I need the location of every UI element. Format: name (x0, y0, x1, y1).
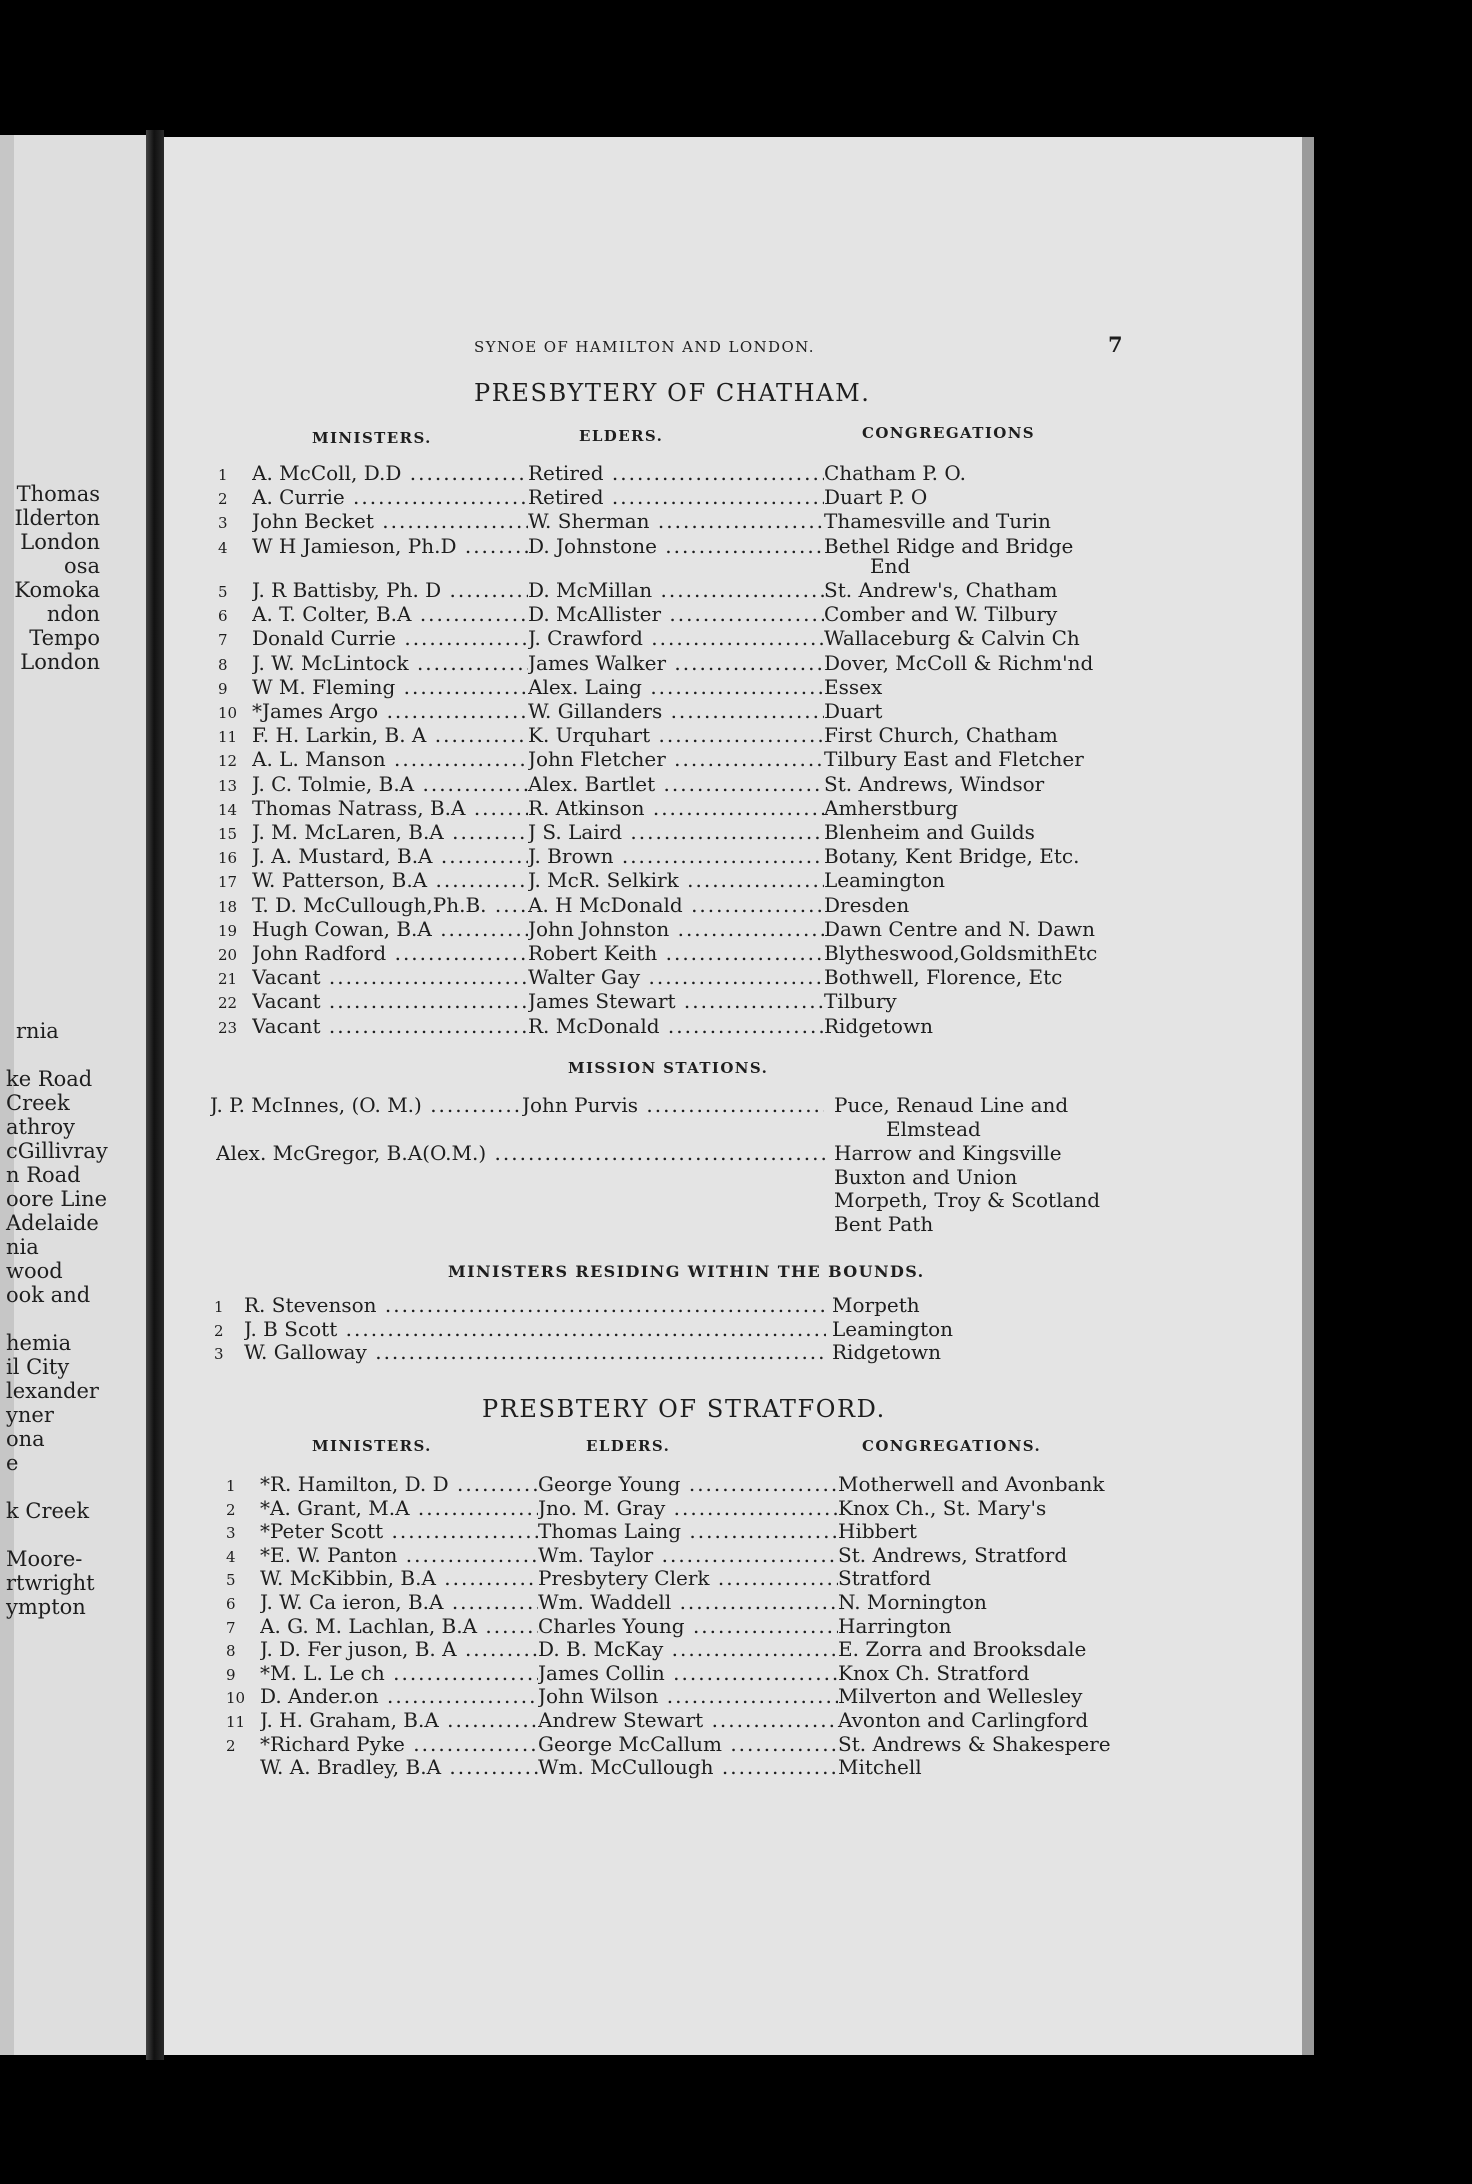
congregation-line: Elmstead (886, 1116, 981, 1141)
elder-name: James Stewart ..... (528, 989, 824, 1013)
running-header-title: SYNOE OF HAMILTON AND LONDON. (474, 338, 815, 356)
table-row (164, 941, 1302, 965)
left-fragment-line: hemia (6, 1331, 72, 1355)
minister-name: *Richard Pyke ..... (260, 1732, 538, 1756)
congregation-line: Puce, Renaud Line and (834, 1093, 1069, 1117)
minister-name: *E. W. Panton ..... (260, 1543, 538, 1567)
congregation-name: St. Andrews, Stratford (838, 1542, 1068, 1567)
elder-name: Jno. M. Gray ..... (538, 1496, 838, 1520)
table-row (164, 1472, 1302, 1496)
elder-name: James Walker ..... (528, 651, 824, 675)
mission-row (164, 1141, 1302, 1165)
minister-name: A. G. M. Lachlan, B.A ..... (260, 1614, 538, 1638)
minister-name: J. H. Graham, B.A ..... (260, 1708, 538, 1732)
left-fragment-line: n Road (6, 1163, 81, 1187)
page-number: 7 (1108, 332, 1123, 357)
elder-name: K. Urquhart ..... (528, 723, 824, 747)
elder-name: D. B. McKay ..... (538, 1637, 838, 1661)
congregation-line: Buxton and Union (834, 1164, 1018, 1189)
left-fragment-line: osa (64, 554, 100, 578)
congregation-line: Bent Path (834, 1211, 934, 1236)
elder-name: Retired ..... (528, 485, 824, 509)
minister-name: J. D. Fer juson, B. A ..... (260, 1637, 538, 1661)
left-fragment-middle (16, 1019, 152, 1043)
table-row (164, 1496, 1302, 1520)
chatham-congregations-header: CONGREGATIONS (862, 424, 1036, 442)
row-number: 21 (218, 970, 238, 989)
minister-name: Vacant ..... (252, 989, 528, 1013)
left-page-fragment (0, 135, 152, 2055)
congregation-name: Mitchell (838, 1755, 922, 1780)
elder-name: J S. Laird ..... (528, 820, 824, 844)
left-fragment-line: Tempo (29, 626, 100, 650)
elder-name: John Fletcher ..... (528, 747, 824, 771)
stratford-elders-header: ELDERS. (586, 1437, 671, 1455)
congregation-name: Botany, Kent Bridge, Etc. (824, 844, 1080, 869)
residence: Leamington (832, 1316, 954, 1341)
left-fragment-line: wood (6, 1259, 63, 1283)
page-edge-shadow (1302, 137, 1314, 2055)
elder-name: James Collin ..... (538, 1661, 838, 1685)
table-row (164, 989, 1302, 1013)
row-number: 2 (218, 490, 228, 509)
congregation-name: Tilbury East and Fletcher (824, 747, 1084, 772)
row-number: 3 (218, 514, 228, 533)
elder-name: J. Brown ..... (528, 844, 824, 868)
minister-name: J. A. Mustard, B.A ..... (252, 844, 528, 868)
table-row (164, 965, 1302, 989)
elder-name: D. McAllister ..... (528, 602, 824, 626)
minister-name: T. D. McCullough,Ph.B. ..... (252, 893, 528, 917)
elder-name: Thomas Laing ..... (538, 1519, 838, 1543)
congregation-name: St. Andrew's, Chatham (824, 578, 1058, 602)
row-number: 10 (218, 704, 238, 722)
row-number: 20 (218, 946, 238, 964)
elder-name: John Wilson ..... (538, 1684, 838, 1708)
minister-name: J. W. McLintock ..... (252, 651, 528, 675)
left-fragment-line: ook and (6, 1283, 91, 1307)
main-page (164, 137, 1302, 2055)
chatham-elders-header: ELDERS. (579, 427, 664, 445)
residence: Ridgetown (832, 1340, 941, 1364)
left-fragment-line: Creek (6, 1091, 70, 1115)
minister-name: Alex. McGregor, B.A(O.M.) ..... (216, 1141, 828, 1165)
minister-name: *Peter Scott ..... (260, 1519, 538, 1543)
minister-name: *M. L. Le ch ..... (260, 1661, 538, 1685)
minister-name: D. Ander.on ..... (260, 1684, 538, 1708)
minister-name: W H Jamieson, Ph.D ..... (252, 534, 528, 558)
minister-name: W. McKibbin, B.A ..... (260, 1566, 538, 1590)
left-fragment-line: rtwright (6, 1571, 95, 1595)
elder-name: Wm. Waddell ..... (538, 1590, 838, 1614)
residing-row (164, 1293, 1302, 1317)
left-fragment-lower (6, 1067, 152, 1619)
elder-name: Presbytery Clerk ..... (538, 1566, 838, 1590)
congregation-name: Dawn Centre and N. Dawn (824, 916, 1095, 941)
elder-name: W. Gillanders ..... (528, 699, 824, 723)
row-number: 11 (218, 728, 238, 747)
congregation-name: E. Zorra and Brooksdale (838, 1637, 1087, 1662)
left-fragment-line: cGillivray (6, 1139, 108, 1163)
elder-name: W. Sherman ..... (528, 509, 824, 533)
left-fragment-line: rnia (16, 1019, 59, 1043)
minister-name: A. McColl, D.D ..... (252, 461, 528, 485)
row-number: 14 (218, 800, 238, 819)
left-fragment-line: Adelaide (6, 1211, 99, 1235)
minister-name: J. W. Ca ieron, B.A ..... (260, 1590, 538, 1614)
left-fragment-top (0, 482, 100, 674)
elder-name: A. H McDonald ..... (528, 893, 824, 917)
table-row (164, 747, 1302, 771)
row-number: 8 (226, 1642, 236, 1661)
mission-stations-title: MISSION STATIONS. (568, 1059, 769, 1077)
minister-name: W. Galloway ..... (244, 1340, 826, 1364)
table-row (164, 534, 1302, 558)
left-fragment-line: lexander (6, 1379, 99, 1403)
congregation-name: Leamington (824, 868, 946, 893)
row-number: 9 (226, 1665, 236, 1684)
chatham-title: PRESBYTERY OF CHATHAM. (474, 379, 871, 407)
minister-name: A. L. Manson ..... (252, 747, 528, 771)
left-fragment-line: Ilderton (14, 506, 100, 530)
row-number: 13 (218, 776, 238, 795)
minister-name: F. H. Larkin, B. A ..... (252, 723, 528, 747)
table-row (164, 1732, 1302, 1756)
row-number: 4 (226, 1547, 236, 1566)
row-number: 3 (214, 1345, 224, 1363)
minister-name: J. B Scott ..... (244, 1317, 826, 1341)
elder-name: Andrew Stewart ..... (538, 1708, 838, 1732)
elder-name: Walter Gay ..... (528, 965, 824, 989)
row-number: 8 (218, 655, 228, 674)
row-number: 22 (218, 994, 238, 1013)
table-row (164, 602, 1302, 626)
left-fragment-line: London (20, 650, 100, 674)
left-fragment-line: nia (6, 1235, 39, 1259)
congregation-name: Motherwell and Avonbank (838, 1472, 1105, 1496)
elder-name: D. Johnstone ..... (528, 534, 824, 558)
table-row (164, 772, 1302, 796)
congregation-name: Amherstburg (824, 795, 959, 820)
row-number: 7 (218, 631, 228, 650)
table-row (164, 1014, 1302, 1038)
left-fragment-line (6, 1523, 152, 1547)
row-number: 3 (226, 1524, 236, 1543)
minister-name: J. M. McLaren, B.A ..... (252, 820, 528, 844)
congregation-name: Blenheim and Guilds (824, 820, 1035, 844)
minister-name: J. C. Tolmie, B.A ..... (252, 772, 528, 796)
congregation-name: Stratford (838, 1566, 932, 1591)
row-number: 5 (218, 583, 228, 601)
row-number: 2 (214, 1321, 224, 1340)
left-fragment-line: London (20, 530, 100, 554)
row-number: 16 (218, 849, 238, 868)
elder-name: Wm. Taylor ..... (538, 1543, 838, 1567)
elder-name: Wm. McCullough ..... (538, 1755, 838, 1779)
minister-name: *James Argo ..... (252, 699, 528, 723)
congregation-name: Duart P. O (824, 485, 928, 510)
left-fragment-line: ke Road (6, 1067, 93, 1091)
left-fragment-line: ona (6, 1427, 45, 1451)
row-number: 1 (218, 466, 228, 484)
row-number: 2 (226, 1736, 236, 1755)
row-number: 19 (218, 921, 238, 940)
left-fragment-line: Thomas (16, 482, 100, 506)
congregation-name: Milverton and Wellesley (838, 1684, 1083, 1709)
table-row (164, 1614, 1302, 1638)
congregation-name: St. Andrews, Windsor (824, 771, 1045, 796)
congregation-name: Ridgetown (824, 1013, 933, 1038)
congregation-name: Avonton and Carlingford (838, 1708, 1089, 1732)
congregation-name: Dover, McColl & Richm'nd (824, 650, 1094, 675)
congregation-name: N. Mornington (838, 1590, 987, 1614)
left-fragment-line: yner (6, 1403, 54, 1427)
table-row (164, 509, 1302, 533)
table-row (164, 1590, 1302, 1614)
residing-row (164, 1340, 1302, 1364)
table-row (164, 699, 1302, 723)
row-number: 18 (218, 897, 238, 916)
congregation-name: Thamesville and Turin (824, 509, 1051, 534)
left-fragment-line: Moore- (6, 1547, 83, 1571)
minister-name: Hugh Cowan, B.A ..... (252, 917, 528, 941)
table-row (164, 675, 1302, 699)
elder-name: Retired ..... (528, 461, 824, 485)
minister-name: W. Patterson, B.A ..... (252, 868, 528, 892)
row-number: 1 (214, 1298, 224, 1316)
table-row (164, 651, 1302, 675)
table-row (164, 796, 1302, 820)
residing-row (164, 1317, 1302, 1341)
table-row (164, 820, 1302, 844)
table-row (164, 917, 1302, 941)
row-number: 7 (226, 1618, 236, 1637)
congregation-name: Chatham P. O. (824, 461, 966, 485)
row-number: 5 (226, 1571, 236, 1590)
congregation-name: Comber and W. Tilbury (824, 602, 1058, 627)
stratford-congregations-header: CONGREGATIONS. (862, 1437, 1042, 1455)
elder-name: George McCallum ..... (538, 1732, 838, 1756)
row-number: 10 (226, 1689, 246, 1708)
stratford-title: PRESBTERY OF STRATFORD. (482, 1395, 886, 1423)
table-row (164, 1661, 1302, 1685)
chatham-ministers-header: MINISTERS. (312, 429, 432, 447)
row-number: 23 (218, 1018, 238, 1037)
table-row (164, 893, 1302, 917)
left-fragment-line: ympton (6, 1595, 86, 1619)
row-number: 11 (226, 1713, 246, 1731)
table-row (164, 868, 1302, 892)
minister-name: J. R Battisby, Ph. D ..... (252, 578, 528, 602)
table-row (164, 461, 1302, 485)
left-fragment-line: e (6, 1451, 19, 1475)
table-row (164, 723, 1302, 747)
congregation-continuation: End (870, 553, 911, 578)
elder-name: D. McMillan ..... (528, 578, 824, 602)
minister-name: *R. Hamilton, D. D ..... (260, 1472, 538, 1496)
residing-title: MINISTERS RESIDING WITHIN THE BOUNDS. (448, 1262, 925, 1281)
row-number: 6 (218, 607, 228, 626)
row-number: 1 (226, 1477, 236, 1495)
minister-name: A. Currie ..... (252, 485, 528, 509)
table-row (164, 1755, 1302, 1779)
congregation-line: Harrow and Kingsville (834, 1141, 1062, 1165)
elder-name: Robert Keith ..... (528, 941, 824, 965)
table-row (164, 1543, 1302, 1567)
left-fragment-line (6, 1307, 152, 1331)
minister-name: A. T. Colter, B.A ..... (252, 602, 528, 626)
table-row (164, 1519, 1302, 1543)
minister-name: J. P. McInnes, (O. M.) ..... (210, 1093, 522, 1117)
congregation-name: St. Andrews & Shakespere (838, 1731, 1111, 1756)
row-number: 9 (218, 679, 228, 698)
table-row (164, 485, 1302, 509)
table-row (164, 844, 1302, 868)
elder-name: Alex. Laing ..... (528, 675, 824, 699)
congregation-name: Tilbury (824, 989, 897, 1014)
row-number: 6 (226, 1595, 236, 1613)
elder-name: George Young ..... (538, 1472, 838, 1496)
congregation-name: Knox Ch. Stratford (838, 1660, 1030, 1685)
left-fragment-line (6, 1475, 152, 1499)
table-row (164, 1637, 1302, 1661)
congregation-name: Wallaceburg & Calvin Ch (824, 626, 1080, 651)
minister-name: John Becket ..... (252, 509, 528, 533)
congregation-name: Knox Ch., St. Mary's (838, 1495, 1047, 1520)
table-row (164, 1566, 1302, 1590)
minister-name: John Radford ..... (252, 941, 528, 965)
stratford-ministers-header: MINISTERS. (312, 1437, 432, 1455)
table-row (164, 1684, 1302, 1708)
minister-name: *A. Grant, M.A ..... (260, 1496, 538, 1520)
elder-name: J. Crawford ..... (528, 626, 824, 650)
row-number: 17 (218, 873, 238, 892)
elder-name: J. McR. Selkirk ..... (528, 868, 824, 892)
residence: Morpeth (832, 1293, 920, 1317)
left-fragment-line: ndon (46, 602, 100, 626)
left-fragment-line: k Creek (6, 1499, 90, 1523)
congregation-name: Bethel Ridge and Bridge (824, 533, 1074, 558)
congregation-name: Dresden (824, 892, 910, 917)
minister-name: Donald Currie ..... (252, 626, 528, 650)
table-row (164, 1708, 1302, 1732)
congregation-name: Essex (824, 674, 883, 699)
left-fragment-line: il City (6, 1355, 70, 1379)
left-fragment-line: Komoka (14, 578, 100, 602)
congregation-name: Bothwell, Florence, Etc (824, 965, 1063, 990)
congregation-name: Hibbert (838, 1519, 917, 1544)
elder-name: Alex. Bartlet ..... (528, 772, 824, 796)
table-row (164, 578, 1302, 602)
congregation-name: Duart (824, 699, 883, 723)
left-fragment-line: athroy (6, 1115, 76, 1139)
row-number: 2 (226, 1500, 236, 1519)
table-row (164, 626, 1302, 650)
mission-row (164, 1093, 1302, 1117)
minister-name: Vacant ..... (252, 1014, 528, 1038)
congregation-name: Harrington (838, 1613, 952, 1638)
congregation-name: First Church, Chatham (824, 723, 1058, 748)
minister-name: W M. Fleming ..... (252, 675, 528, 699)
minister-name: Thomas Natrass, B.A ..... (252, 796, 528, 820)
elder-name: John Purvis ..... (522, 1093, 824, 1117)
minister-name: W. A. Bradley, B.A ..... (260, 1755, 538, 1779)
row-number: 15 (218, 825, 238, 843)
minister-name: R. Stevenson ..... (244, 1293, 826, 1317)
book-spine (146, 130, 164, 2060)
elder-name: Charles Young ..... (538, 1614, 838, 1638)
congregation-line: Morpeth, Troy & Scotland (834, 1188, 1101, 1212)
row-number: 12 (218, 752, 238, 771)
elder-name: R. McDonald ..... (528, 1014, 824, 1038)
congregation-name: Blytheswood,GoldsmithEtc (824, 941, 1098, 965)
left-fragment-line: oore Line (6, 1187, 108, 1211)
elder-name: John Johnston ..... (528, 917, 824, 941)
elder-name: R. Atkinson ..... (528, 796, 824, 820)
minister-name: Vacant ..... (252, 965, 528, 989)
row-number: 4 (218, 538, 228, 557)
